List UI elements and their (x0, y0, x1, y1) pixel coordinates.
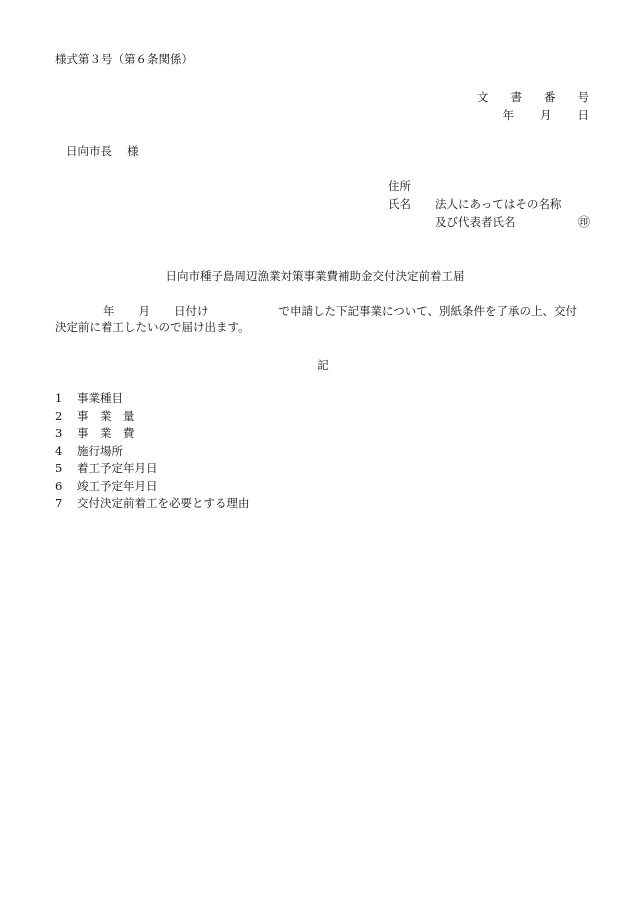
body-line1-rest: で申請した下記事業について、別紙条件を了承の上、交付 (278, 304, 578, 318)
doc-number-char: 書 (510, 90, 522, 104)
date-line (503, 107, 590, 123)
body-day-dated: 日付け (174, 304, 209, 318)
item-label: 事 業 量 (77, 408, 135, 423)
list-item (55, 390, 250, 408)
list-item (55, 478, 250, 496)
item-label: 施行場所 (77, 443, 123, 458)
items-list (55, 390, 250, 513)
corp-note-row (388, 214, 561, 232)
name-label: 氏名 (388, 197, 411, 211)
corp-note-line2: 及び代表者氏名 (435, 215, 516, 229)
address-row (388, 178, 561, 196)
item-number: 5 (55, 461, 63, 475)
item-label: 事業種目 (77, 391, 123, 405)
item-number: 7 (55, 496, 63, 510)
body-text (55, 303, 595, 335)
form-number: 様式第３号（第６条関係） (55, 52, 193, 66)
item-label: 事 業 費 (77, 426, 135, 440)
body-line-2: 決定前に着工したいので届け出ます。 (55, 320, 250, 335)
body-month: 月 (138, 304, 150, 318)
list-item (55, 443, 250, 461)
body-line-1 (55, 303, 595, 319)
date-day: 日 (577, 108, 589, 122)
list-item (55, 460, 250, 478)
doc-number-char: 番 (544, 90, 556, 104)
item-number: 3 (55, 426, 63, 440)
ki-heading: 記 (317, 358, 329, 372)
doc-number-char: 号 (577, 90, 589, 104)
document-title: 日向市種子島周辺漁業対策事業費補助金交付決定前着工届 (165, 269, 465, 283)
list-item (55, 408, 250, 426)
doc-number-char: 文 (477, 90, 489, 104)
seal-mark: ㊞ (578, 215, 591, 229)
name-row (388, 196, 561, 214)
applicant-block (388, 178, 561, 232)
item-label: 竣工予定年月日 (77, 478, 158, 493)
item-number: 4 (55, 443, 63, 458)
date-month: 月 (540, 108, 552, 122)
item-number: 1 (55, 391, 63, 405)
item-label: 着工予定年月日 (77, 461, 158, 475)
list-item (55, 495, 250, 513)
date-year: 年 (502, 108, 514, 122)
list-item (55, 425, 250, 443)
item-number: 2 (55, 408, 63, 423)
addressee: 日向市長 様 (66, 144, 139, 158)
item-number: 6 (55, 478, 63, 493)
item-label: 交付決定前着工を必要とする理由 (77, 496, 250, 510)
address-label: 住所 (388, 179, 411, 193)
corp-note-line1: 法人にあってはその名称 (435, 197, 562, 211)
body-year: 年 (103, 304, 115, 318)
document-number-label (477, 89, 589, 105)
